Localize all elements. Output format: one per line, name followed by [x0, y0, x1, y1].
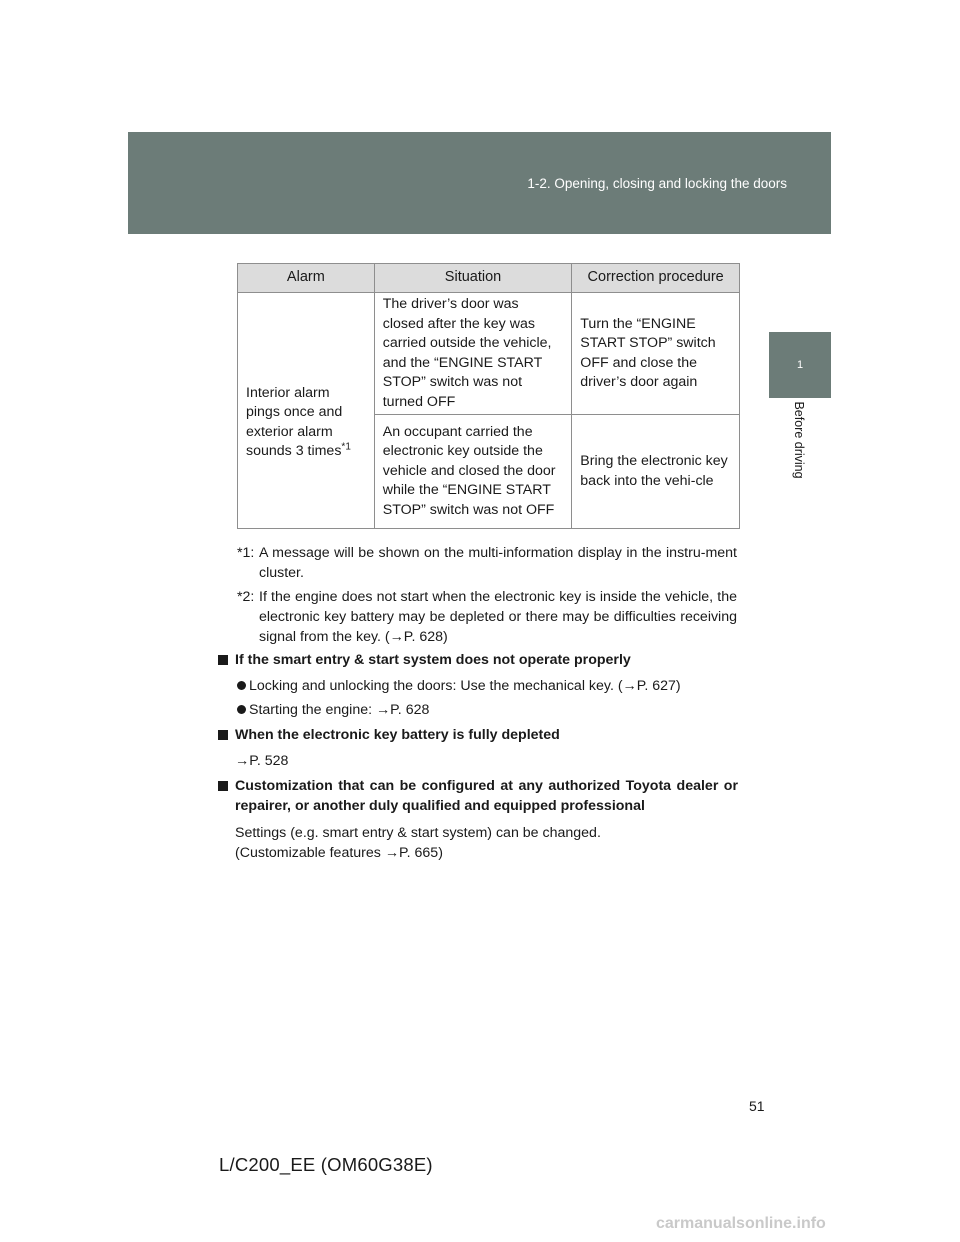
watermark: carmanualsonline.info	[656, 1215, 826, 1232]
footnote-2	[237, 587, 737, 647]
header-band	[128, 132, 831, 234]
page-number: 51	[749, 1098, 765, 1114]
header-alarm: Alarm	[238, 264, 375, 293]
customization-text-line-2: (Customizable features →P. 665)	[235, 845, 443, 861]
square-bullet-icon	[218, 781, 228, 791]
square-bullet-icon	[218, 730, 228, 740]
chapter-label: Before driving	[792, 401, 806, 479]
alarm-table	[237, 263, 740, 529]
section-title: 1-2. Opening, closing and locking the doors	[527, 176, 787, 191]
section-heading-battery: When the electronic key battery is fully depleted	[218, 725, 738, 745]
footnote-ref: *1	[341, 441, 351, 453]
footnote-mark: *1:	[237, 545, 255, 561]
document-code: L/C200_EE (OM60G38E)	[219, 1154, 433, 1175]
correction-cell: Turn the “ENGINE START STOP” switch OFF and close the driver’s door again	[572, 293, 740, 415]
square-bullet-icon	[218, 655, 228, 665]
header-situation: Situation	[374, 264, 572, 293]
alarm-cell	[238, 293, 375, 529]
battery-reference: →P. 528	[235, 753, 289, 769]
customization-text-line-1: Settings (e.g. smart entry & start system) can be changed.	[235, 825, 601, 841]
table-row	[238, 293, 740, 415]
footnote-1	[237, 543, 737, 583]
situation-cell: The driver’s door was closed after the key was carried outside the vehicle, and the “ENGINE START STOP” switch was not turned OFF	[374, 293, 572, 415]
correction-cell: Bring the electronic key back into the vehi-cle	[572, 415, 740, 529]
chapter-number: 1	[796, 359, 804, 371]
situation-cell: An occupant carried the electronic key outside the vehicle and closed the door while the “ENGINE START STOP” switch was not OFF	[374, 415, 572, 529]
bullet-item: Locking and unlocking the doors: Use the mechanical key. (→P. 627)	[237, 676, 737, 696]
table-header-row	[238, 264, 740, 293]
footnote-mark: *2:	[237, 589, 255, 605]
footnote-text: A message will be shown on the multi-information display in the instru-ment cluster.	[259, 545, 737, 581]
round-bullet-icon	[237, 681, 246, 690]
bullet-item: Starting the engine: →P. 628	[237, 700, 737, 720]
section-heading-smart-entry: If the smart entry & start system does not operate properly	[218, 650, 738, 670]
header-correction: Correction procedure	[572, 264, 740, 293]
footnote-text: If the engine does not start when the electronic key is inside the vehicle, the electronic key battery may be depleted or there may be difficulties receiving signal from the key. (→P. 628)	[259, 589, 737, 645]
alarm-text: Interior alarm pings once and exterior alarm sounds 3 times	[246, 384, 343, 459]
round-bullet-icon	[237, 705, 246, 714]
section-heading-customization: Customization that can be configured at any authorized Toyota dealer or repairer, or another duly qualified and equipped professional	[218, 776, 738, 816]
